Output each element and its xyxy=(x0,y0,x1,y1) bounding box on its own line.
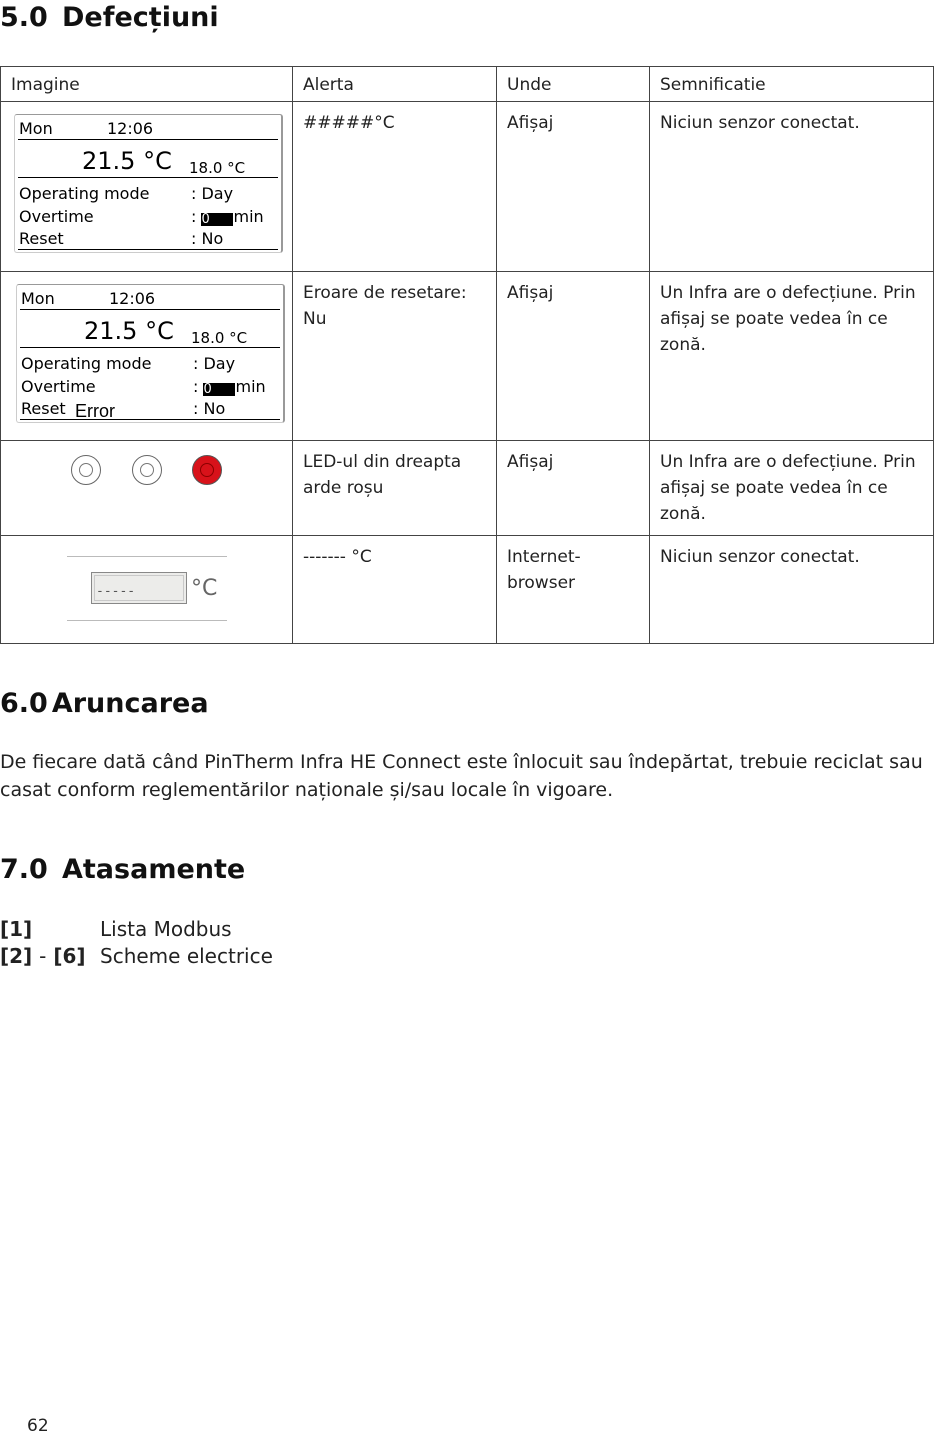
header-alerta: Alerta xyxy=(293,67,497,102)
disposal-paragraph: De fiecare dată când PinTherm Infra HE Connect este înlocuit sau îndepărtat, trebuie reciclat sau casat conform reglementărilor naționale și/sau locale în vigoare. xyxy=(0,751,923,801)
lcd-display xyxy=(14,114,283,253)
led-right-red xyxy=(192,455,222,485)
lcd-overtime-label: Overtime xyxy=(21,377,96,396)
attachment-ref: [1] xyxy=(0,917,33,941)
lcd-reset-value: : No xyxy=(191,229,224,248)
lcd-overtime-value: : 0 min xyxy=(193,377,266,397)
header-unde: Unde xyxy=(497,67,650,102)
alerta-cell: Eroare de resetare: Nu xyxy=(293,272,497,441)
lcd-reset-value: : No xyxy=(193,399,226,418)
web-value-box: ----- xyxy=(91,572,187,604)
led-left-off xyxy=(71,455,101,485)
section-title: Defecțiuni xyxy=(62,2,219,33)
semnificatie-cell: Un Infra are o defecțiune. Prin afișaj se poate vedea în ce zonă. xyxy=(650,441,934,536)
lcd-mode-value: : Day xyxy=(191,184,234,203)
section-7-heading xyxy=(0,854,245,885)
section-number: 6.0 xyxy=(0,688,48,719)
defects-table xyxy=(0,66,934,644)
section-number: 7.0 xyxy=(0,854,48,885)
table-header-row xyxy=(1,67,934,102)
semnificatie-cell: Niciun senzor conectat. xyxy=(650,102,934,272)
header-imagine: Imagine xyxy=(1,67,293,102)
attachment-label: Lista Modbus xyxy=(100,917,232,941)
table-row xyxy=(1,536,934,644)
image-cell xyxy=(1,272,293,441)
lcd-day: Mon xyxy=(21,289,55,308)
lcd-mode-value: : Day xyxy=(193,354,236,373)
image-cell xyxy=(1,102,293,272)
lcd-reset-label: Reset xyxy=(19,229,64,248)
page-number: 62 xyxy=(27,1416,49,1436)
section-title: Aruncarea xyxy=(51,688,209,719)
section-number: 5.0 xyxy=(0,2,48,33)
attachment-label: Scheme electrice xyxy=(100,944,273,968)
alerta-cell: ------- °C xyxy=(293,536,497,644)
lcd-temperature: 21.5 °C xyxy=(82,147,172,175)
section-5-heading xyxy=(0,2,219,33)
lcd-overtime-value: : 0 min xyxy=(191,207,264,227)
semnificatie-cell: Niciun senzor conectat. xyxy=(650,536,934,644)
lcd-day: Mon xyxy=(19,119,53,138)
section-title: Atasamente xyxy=(62,854,246,885)
lcd-time: 12:06 xyxy=(109,289,156,308)
led-middle-off xyxy=(132,455,162,485)
lcd-setpoint: 18.0 °C xyxy=(189,159,246,177)
alerta-cell: LED-ul din dreapta arde roșu xyxy=(293,441,497,536)
unde-cell: Afișaj xyxy=(497,441,650,536)
lcd-reset-label: Reset xyxy=(21,399,66,418)
led-indicators xyxy=(71,455,231,489)
semnificatie-cell: Un Infra are o defecțiune. Prin afișaj se poate vedea în ce zonă. xyxy=(650,272,934,441)
lcd-setpoint: 18.0 °C xyxy=(191,329,248,347)
image-cell xyxy=(1,536,293,644)
section-6-heading xyxy=(0,688,209,719)
web-temperature-field xyxy=(67,556,227,622)
lcd-temperature: 21.5 °C xyxy=(84,317,174,345)
web-unit: °C xyxy=(191,576,218,601)
lcd-overtime-label: Overtime xyxy=(19,207,94,226)
header-semnificatie: Semnificatie xyxy=(650,67,934,102)
unde-cell: Afișaj xyxy=(497,272,650,441)
lcd-mode-label: Operating mode xyxy=(19,184,150,203)
lcd-display xyxy=(16,284,285,423)
unde-cell: Afișaj xyxy=(497,102,650,272)
alerta-cell: #####°C xyxy=(293,102,497,272)
lcd-overtime-digit: 0 xyxy=(203,383,235,396)
lcd-time: 12:06 xyxy=(107,119,154,138)
table-row xyxy=(1,441,934,536)
attachment-ref: [2] - [6] xyxy=(0,944,86,968)
unde-cell: Internet-browser xyxy=(497,536,650,644)
table-row xyxy=(1,272,934,441)
image-cell xyxy=(1,441,293,536)
lcd-error-label: Error xyxy=(75,401,115,421)
table-row xyxy=(1,102,934,272)
lcd-overtime-digit: 0 xyxy=(201,213,233,226)
lcd-mode-label: Operating mode xyxy=(21,354,152,373)
